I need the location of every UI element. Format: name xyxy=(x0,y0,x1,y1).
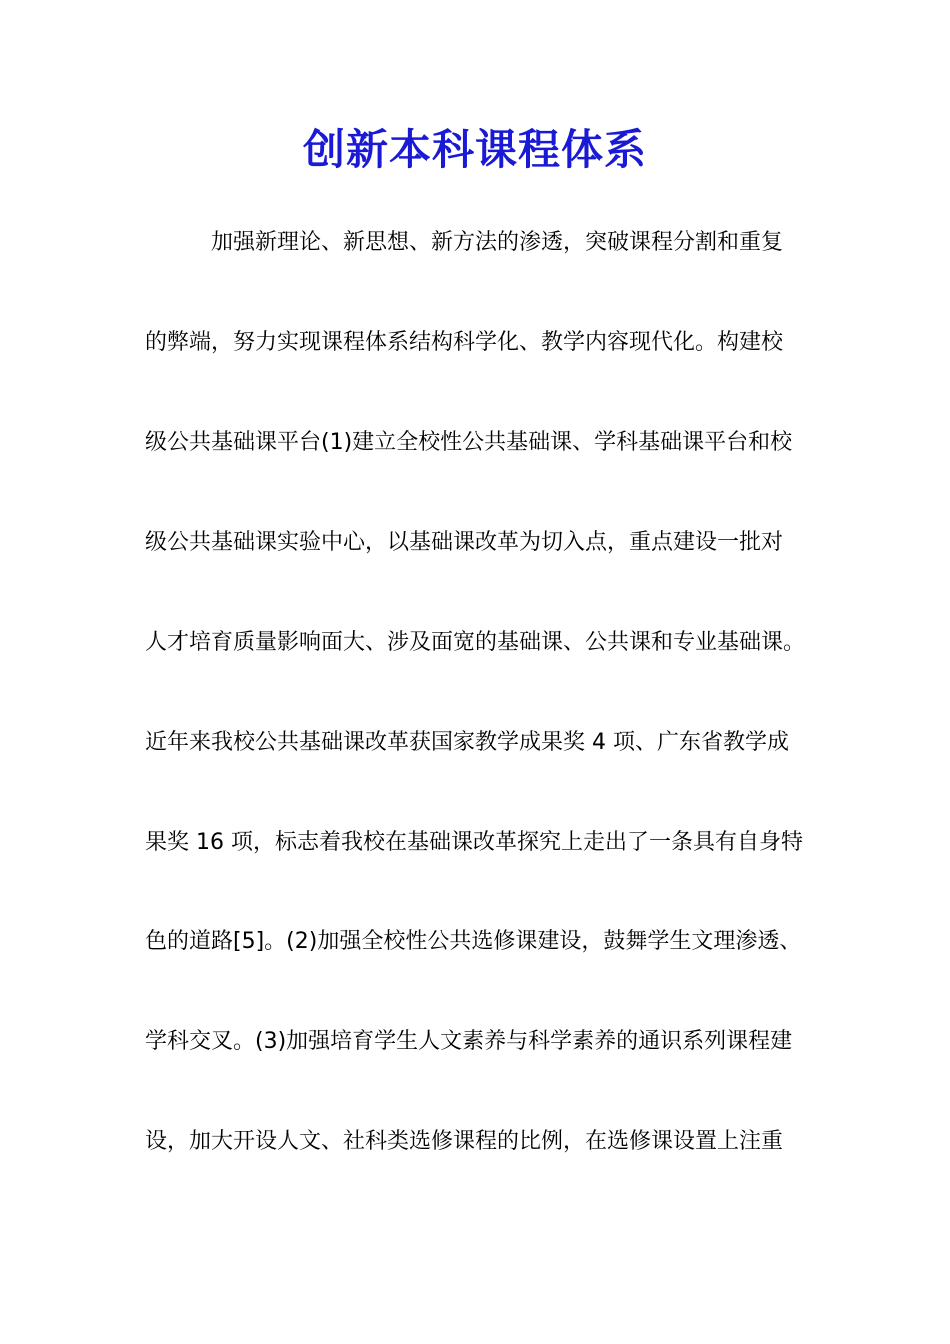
paragraph-line: 学科交叉。(3)加强培育学生人文素养与科学素养的通识系列课程建 xyxy=(145,1029,793,1054)
paragraph-line: 加强新理论、新思想、新方法的渗透，突破课程分割和重复 xyxy=(211,230,784,255)
paragraph-line: 级公共基础课实验中心，以基础课改革为切入点，重点建设一批对 xyxy=(145,530,784,555)
paragraph-line: 级公共基础课平台(1)建立全校性公共基础课、学科基础课平台和校 xyxy=(145,430,793,455)
paragraph-line: 果奖 16 项，标志着我校在基础课改革探究上走出了一条具有自身特 xyxy=(145,830,803,855)
paragraph-line: 人才培育质量影响面大、涉及面宽的基础课、公共课和专业基础课。 xyxy=(145,630,806,655)
paragraph-line: 设，加大开设人文、社科类选修课程的比例，在选修课设置上注重 xyxy=(145,1129,784,1154)
document-title: 创新本科课程体系 xyxy=(302,125,647,174)
paragraph-line: 色的道路[5]。(2)加强全校性公共选修课建设，鼓舞学生文理渗透、 xyxy=(145,929,802,954)
paragraph-line: 的弊端，努力实现课程体系结构科学化、教学内容现代化。构建校 xyxy=(145,330,784,355)
paragraph-line: 近年来我校公共基础课改革获国家教学成果奖 4 项、广东省教学成 xyxy=(145,730,789,755)
body-paragraph xyxy=(145,0,825,1344)
